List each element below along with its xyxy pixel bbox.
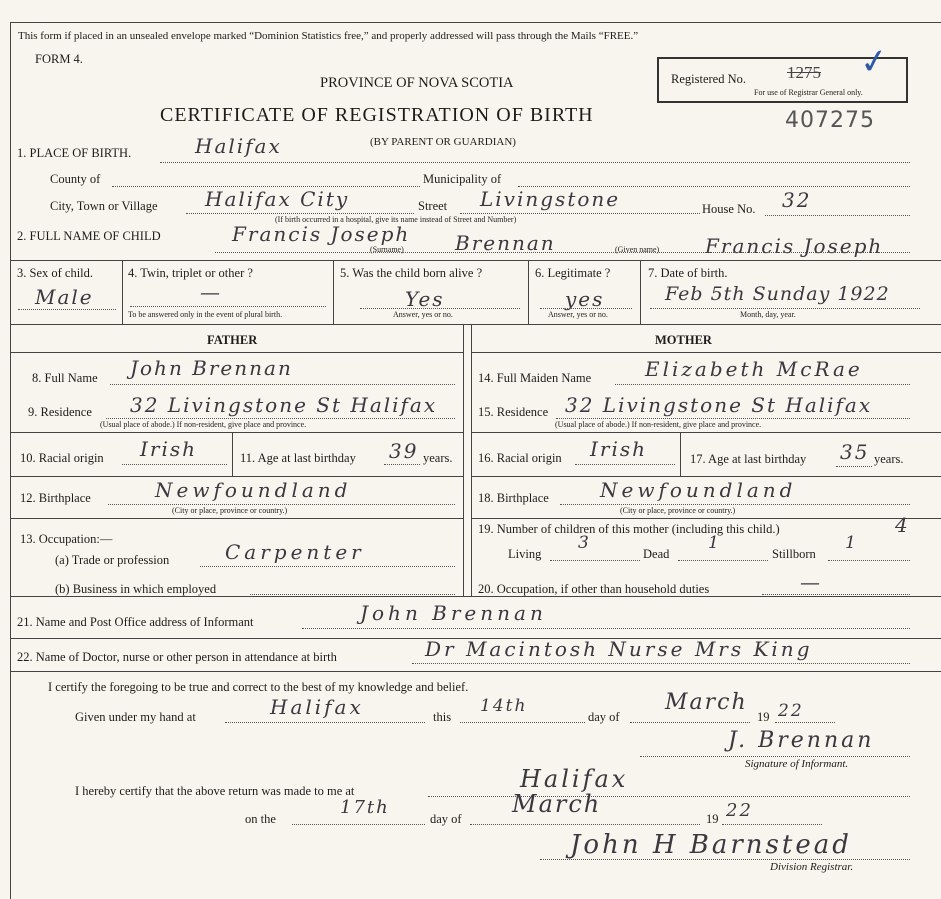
hereby-text: I hereby certify that the above return was made to me at	[75, 784, 355, 798]
certificate-subtitle: (BY PARENT OR GUARDIAN)	[370, 136, 516, 148]
stamp-number: 407275	[785, 108, 875, 133]
informant-value: John Brennan	[360, 601, 547, 625]
form-number: FORM 4.	[35, 52, 83, 66]
given-name-value: Francis Joseph	[705, 234, 884, 258]
surname-label: (Surname)	[370, 245, 404, 254]
street-label: Street	[418, 199, 448, 213]
child-name-value: Francis Joseph	[232, 222, 411, 246]
mail-notice: This form if placed in an unsealed envelope marked “Dominion Statistics free,” and properly addressed will pass through the Mails “FREE.”	[18, 30, 639, 42]
alive-value: Yes	[405, 287, 445, 311]
date-label: 7. Date of birth.	[648, 266, 728, 280]
informant-signature: J. Brennan	[728, 728, 875, 753]
year2-value: 22	[726, 800, 753, 821]
father-heading: FATHER	[207, 333, 258, 347]
business-label: (b) Business in which employed	[55, 582, 217, 596]
top-border	[10, 22, 941, 23]
registrar-signature: John H Barnstead	[570, 830, 852, 860]
stillborn-value: 1	[845, 533, 858, 553]
father-residence-value: 32 Livingstone St Halifax	[130, 393, 438, 417]
mother-birthplace-label: 18. Birthplace	[478, 491, 549, 505]
father-residence-label: 9. Residence	[28, 405, 92, 419]
left-border	[10, 22, 11, 899]
mother-name-label: 14. Full Maiden Name	[478, 371, 592, 385]
given-place: Halifax	[270, 695, 364, 719]
registered-label: Registered No.	[671, 72, 746, 86]
legitimate-label: 6. Legitimate ?	[535, 266, 611, 280]
father-years: years.	[423, 451, 453, 465]
this-value: 14th	[480, 696, 528, 716]
division-registrar-label: Division Registrar.	[770, 861, 854, 873]
given-label: Given under my hand at	[75, 710, 196, 724]
mother-racial-value: Irish	[590, 437, 648, 461]
legitimate-note: Answer, yes or no.	[548, 310, 608, 319]
certificate-title: CERTIFICATE OF REGISTRATION OF BIRTH	[160, 104, 594, 126]
place-of-birth-label: 1. PLACE OF BIRTH.	[17, 146, 132, 160]
mother-racial-label: 16. Racial origin	[478, 451, 562, 465]
city-value: Halifax City	[205, 187, 350, 211]
doctor-label: 22. Name of Doctor, nurse or other person in attendance at birth	[17, 650, 337, 664]
year2-prefix: 19	[706, 812, 719, 826]
date-value: Feb 5th Sunday 1922	[665, 283, 890, 305]
on-the-value: 17th	[340, 797, 390, 818]
mother-heading: MOTHER	[655, 333, 712, 347]
registrar-note: For use of Registrar General only.	[754, 88, 863, 97]
informant-label: 21. Name and Post Office address of Informant	[17, 615, 254, 629]
street-value: Livingstone	[480, 187, 621, 211]
mother-residence-value: 32 Livingstone St Halifax	[565, 393, 873, 417]
mother-residence-label: 15. Residence	[478, 405, 549, 419]
father-birthplace-label: 12. Birthplace	[20, 491, 91, 505]
county-label: County of	[50, 172, 101, 186]
alive-note: Answer, yes or no.	[393, 310, 453, 319]
living-value: 3	[578, 533, 591, 553]
province-title: PROVINCE OF NOVA SCOTIA	[320, 75, 514, 91]
father-name-value: John Brennan	[130, 356, 293, 380]
father-name-label: 8. Full Name	[32, 371, 98, 385]
twin-note: To be answered only in the event of plural birth.	[128, 310, 283, 319]
mother-birthplace-value: Newfoundland	[600, 478, 797, 502]
doctor-value: Dr Macintosh Nurse Mrs King	[425, 637, 813, 661]
living-label: Living	[508, 547, 542, 561]
mother-years: years.	[874, 452, 904, 466]
stillborn-label: Stillborn	[772, 547, 816, 561]
father-residence-note: (Usual place of abode.) If non-resident, give place and province.	[100, 420, 307, 429]
children-value: 4	[895, 513, 910, 537]
sex-value: Male	[35, 285, 94, 309]
mother-age-value: 35	[840, 440, 870, 464]
hospital-note: (If birth occurred in a hospital, give its name instead of Street and Number)	[275, 215, 517, 224]
mother-residence-note: (Usual place of abode.) If non-resident, give place and province.	[555, 420, 762, 429]
mother-occupation-label: 20. Occupation, if other than household duties	[478, 582, 710, 596]
twin-label: 4. Twin, triplet or other ?	[128, 266, 253, 280]
alive-label: 5. Was the child born alive ?	[340, 266, 483, 280]
registered-number: 1275	[787, 63, 821, 82]
child-name-label: 2. FULL NAME OF CHILD	[17, 229, 161, 243]
mother-name-value: Elizabeth McRae	[645, 357, 863, 381]
date-note: Month, day, year.	[740, 310, 796, 319]
month2-value: March	[512, 790, 602, 818]
sex-label: 3. Sex of child.	[17, 266, 94, 280]
municipality-label: Municipality of	[423, 172, 502, 186]
surname-value: Brennan	[455, 231, 556, 255]
given-name-label: (Given name)	[615, 245, 660, 254]
trade-value: Carpenter	[225, 540, 365, 564]
dead-label: Dead	[643, 547, 670, 561]
informant-signature-label: Signature of Informant.	[745, 758, 849, 770]
check-mark-icon: ✓	[857, 40, 892, 84]
month-value: March	[665, 690, 748, 715]
father-racial-value: Irish	[140, 437, 198, 461]
legitimate-value: yes	[565, 287, 605, 311]
day-of-label: day of	[588, 710, 620, 724]
occupation-label: 13. Occupation:—	[20, 532, 113, 546]
city-label: City, Town or Village	[50, 199, 158, 213]
this-label: this	[433, 710, 452, 724]
father-age-label: 11. Age at last birthday	[240, 451, 356, 465]
mother-age-label: 17. Age at last birthday	[690, 452, 807, 466]
year-value: 22	[778, 701, 804, 721]
father-birthplace-note: (City or place, province or country.)	[172, 506, 288, 515]
father-birthplace-value: Newfoundland	[155, 478, 352, 502]
year-prefix: 19	[757, 710, 770, 724]
place-of-birth-value: Halifax	[195, 134, 282, 158]
father-age-value: 39	[389, 439, 419, 463]
day-of2-label: day of	[430, 812, 462, 826]
children-label: 19. Number of children of this mother (including this child.)	[478, 522, 780, 536]
father-racial-label: 10. Racial origin	[20, 451, 104, 465]
mother-birthplace-note: (City or place, province or country.)	[620, 506, 736, 515]
hereby-place: Halifax	[520, 765, 629, 793]
house-label: House No.	[702, 202, 756, 216]
twin-value: —	[200, 280, 222, 304]
certify-text: I certify the foregoing to be true and correct to the best of my knowledge and belief.	[48, 680, 469, 694]
mother-occupation-value: —	[800, 570, 822, 594]
house-value: 32	[782, 188, 812, 212]
on-the-label: on the	[245, 812, 276, 826]
trade-label: (a) Trade or profession	[55, 553, 170, 567]
dead-value: 1	[708, 533, 721, 553]
